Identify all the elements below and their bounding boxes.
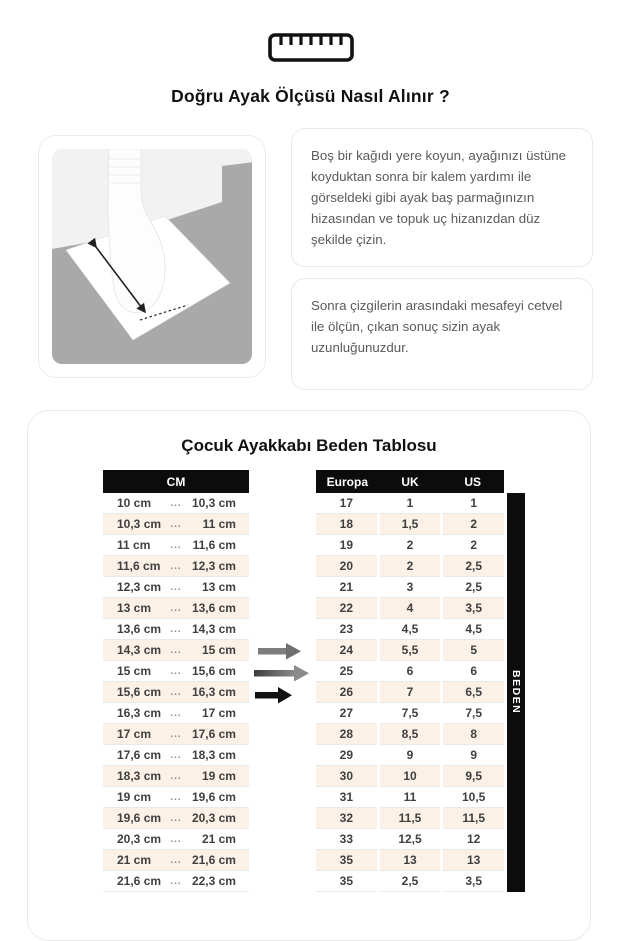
eu-table-row [316,766,504,787]
us-cell: 6,5 [443,682,504,703]
cm-to-cell: 19 cm [201,769,236,783]
cm-table-row [103,535,249,556]
us-cell: 11,5 [443,808,504,829]
eu-table-row [316,850,504,871]
cm-table-row [103,745,249,766]
us-cell: 3,5 [443,598,504,619]
range-separator: ... [170,728,182,740]
eu-table-header [316,470,504,493]
cm-table-row [103,598,249,619]
europa-cell: 17 [316,493,377,514]
us-cell: 7,5 [443,703,504,724]
eu-table-row [316,703,504,724]
us-cell: 6 [443,661,504,682]
cm-to-cell: 21,6 cm [191,853,236,867]
uk-cell: 11,5 [380,808,441,829]
europa-cell: 20 [316,556,377,577]
cm-table-row [103,682,249,703]
instruction-steps [291,128,593,390]
cm-from-cell: 20,3 cm [117,832,162,846]
cm-table-row [103,829,249,850]
foot-measurement-photo [52,149,252,364]
uk-cell: 1 [380,493,441,514]
page-title: Doğru Ayak Ölçüsü Nasıl Alınır ? [171,86,450,106]
uk-cell: 2 [380,556,441,577]
cm-from-cell: 21,6 cm [117,874,162,888]
europa-cell: 29 [316,745,377,766]
us-cell: 8 [443,724,504,745]
uk-cell: 11 [380,787,441,808]
cm-table-row [103,724,249,745]
range-separator: ... [170,812,182,824]
range-separator: ... [170,497,182,509]
europa-cell: 28 [316,724,377,745]
europa-cell: 19 [316,535,377,556]
range-separator: ... [170,686,182,698]
us-cell: 4,5 [443,619,504,640]
cm-from-cell: 18,3 cm [117,769,162,783]
eu-table-row [316,598,504,619]
eu-header-us: US [464,474,482,489]
cm-from-cell: 12,3 cm [117,580,162,594]
cm-from-cell: 13,6 cm [117,622,162,636]
europa-cell: 18 [316,514,377,535]
cm-from-cell: 13 cm [117,601,152,615]
eu-table-row [316,556,504,577]
uk-cell: 4,5 [380,619,441,640]
eu-table-row [316,808,504,829]
eu-table-row [316,787,504,808]
uk-cell: 8,5 [380,724,441,745]
range-separator: ... [170,518,182,530]
uk-cell: 4 [380,598,441,619]
europa-cell: 33 [316,829,377,850]
cm-from-cell: 19 cm [117,790,152,804]
eu-table-row [316,535,504,556]
europa-cell: 21 [316,577,377,598]
range-separator: ... [170,791,182,803]
cm-to-cell: 11 cm [202,517,236,531]
size-table-title: Çocuk Ayakkabı Beden Tablosu [181,436,437,455]
cm-from-cell: 19,6 cm [117,811,162,825]
uk-cell: 7 [380,682,441,703]
europa-cell: 22 [316,598,377,619]
us-cell: 2 [443,514,504,535]
range-separator: ... [170,875,182,887]
cm-to-cell: 18,3 cm [191,748,236,762]
range-separator: ... [170,707,182,719]
range-separator: ... [170,539,182,551]
range-separator: ... [170,602,182,614]
uk-cell: 12,5 [380,829,441,850]
eu-table [316,470,504,892]
europa-cell: 30 [316,766,377,787]
eu-table-row [316,682,504,703]
cm-from-cell: 10,3 cm [117,517,162,531]
cm-table-row [103,808,249,829]
cm-to-cell: 15,6 cm [191,664,236,678]
cm-table-row [103,514,249,535]
us-cell: 1 [443,493,504,514]
uk-cell: 2,5 [380,871,441,892]
measurement-instructions-section [0,128,621,390]
range-separator: ... [170,623,182,635]
conversion-arrows-icon [251,642,315,708]
instruction-step-1: Boş bir kağıdı yere koyun, ayağınızı üstüne koyduktan sonra bir kalem yardımı ile görseldeki gibi ayak baş parmağınızın hizasından ve topuk uç hizanızdan düz şekilde çizin. [291,128,593,267]
cm-to-cell: 11,6 cm [192,538,236,552]
cm-table-row [103,577,249,598]
beden-label: BEDEN [510,670,522,715]
cm-table-row [103,703,249,724]
range-separator: ... [170,644,182,656]
cm-table-body [103,493,249,892]
cm-table-row [103,619,249,640]
beden-side-bar [507,493,525,892]
range-separator: ... [170,560,182,572]
europa-cell: 26 [316,682,377,703]
eu-table-body [316,493,504,892]
cm-to-cell: 13,6 cm [191,601,236,615]
us-cell: 5 [443,640,504,661]
us-cell: 9,5 [443,766,504,787]
cm-table-row [103,556,249,577]
range-separator: ... [170,770,182,782]
cm-to-cell: 14,3 cm [191,622,236,636]
cm-table-row [103,850,249,871]
eu-table-row [316,640,504,661]
europa-cell: 32 [316,808,377,829]
eu-table-row [316,829,504,850]
cm-from-cell: 11,6 cm [117,559,161,573]
cm-from-cell: 15,6 cm [117,685,162,699]
cm-to-cell: 22,3 cm [191,874,236,888]
us-cell: 9 [443,745,504,766]
europa-cell: 25 [316,661,377,682]
us-cell: 2,5 [443,577,504,598]
uk-cell: 10 [380,766,441,787]
cm-table-row [103,871,249,892]
cm-from-cell: 10 cm [117,496,152,510]
range-separator: ... [170,749,182,761]
cm-from-cell: 16,3 cm [117,706,162,720]
instruction-step-2: Sonra çizgilerin arasındaki mesafeyi cetvel ile ölçün, çıkan sonuç sizin ayak uzunluğunuzdur. [291,278,593,390]
cm-from-cell: 17,6 cm [117,748,162,762]
cm-to-cell: 15 cm [201,643,236,657]
foot-photo-card [38,135,266,378]
eu-header-europa: Europa [326,474,368,489]
range-separator: ... [170,581,182,593]
us-cell: 12 [443,829,504,850]
europa-cell: 31 [316,787,377,808]
eu-table-row [316,745,504,766]
cm-to-cell: 19,6 cm [191,790,236,804]
cm-to-cell: 17,6 cm [191,727,236,741]
us-cell: 3,5 [443,871,504,892]
cm-to-cell: 16,3 cm [191,685,236,699]
cm-from-cell: 21 cm [117,853,152,867]
cm-from-cell: 14,3 cm [117,643,162,657]
range-separator: ... [170,854,182,866]
uk-cell: 5,5 [380,640,441,661]
cm-from-cell: 17 cm [117,727,152,741]
uk-cell: 1,5 [380,514,441,535]
eu-table-row [316,724,504,745]
eu-table-row [316,514,504,535]
cm-table [103,470,249,892]
range-separator: ... [170,665,182,677]
tables-spacer [249,470,316,900]
eu-table-row [316,871,504,892]
cm-to-cell: 21 cm [201,832,236,846]
cm-table-row [103,766,249,787]
us-cell: 2 [443,535,504,556]
cm-to-cell: 17 cm [201,706,236,720]
uk-cell: 7,5 [380,703,441,724]
europa-cell: 23 [316,619,377,640]
cm-from-cell: 11 cm [117,538,151,552]
eu-header-uk: UK [401,474,419,489]
eu-table-row [316,493,504,514]
cm-table-header: CM [103,470,249,493]
foot-on-paper-illustration [52,149,252,364]
uk-cell: 9 [380,745,441,766]
uk-cell: 2 [380,535,441,556]
eu-table-row [316,577,504,598]
europa-cell: 35 [316,850,377,871]
cm-to-cell: 10,3 cm [191,496,236,510]
cm-from-cell: 15 cm [117,664,152,678]
us-cell: 10,5 [443,787,504,808]
size-table-card [27,410,591,941]
uk-cell: 3 [380,577,441,598]
europa-cell: 35 [316,871,377,892]
cm-to-cell: 12,3 cm [191,559,236,573]
europa-cell: 24 [316,640,377,661]
cm-table-row [103,493,249,514]
europa-cell: 27 [316,703,377,724]
eu-table-row [316,661,504,682]
cm-table-row [103,787,249,808]
eu-table-row [316,619,504,640]
cm-table-row [103,661,249,682]
cm-to-cell: 20,3 cm [191,811,236,825]
size-tables-row [28,470,590,900]
cm-to-cell: 13 cm [201,580,236,594]
uk-cell: 13 [380,850,441,871]
range-separator: ... [170,833,182,845]
uk-cell: 6 [380,661,441,682]
ruler-icon [268,33,354,62]
us-cell: 13 [443,850,504,871]
us-cell: 2,5 [443,556,504,577]
cm-table-row [103,640,249,661]
header-icon-wrap [0,0,621,62]
